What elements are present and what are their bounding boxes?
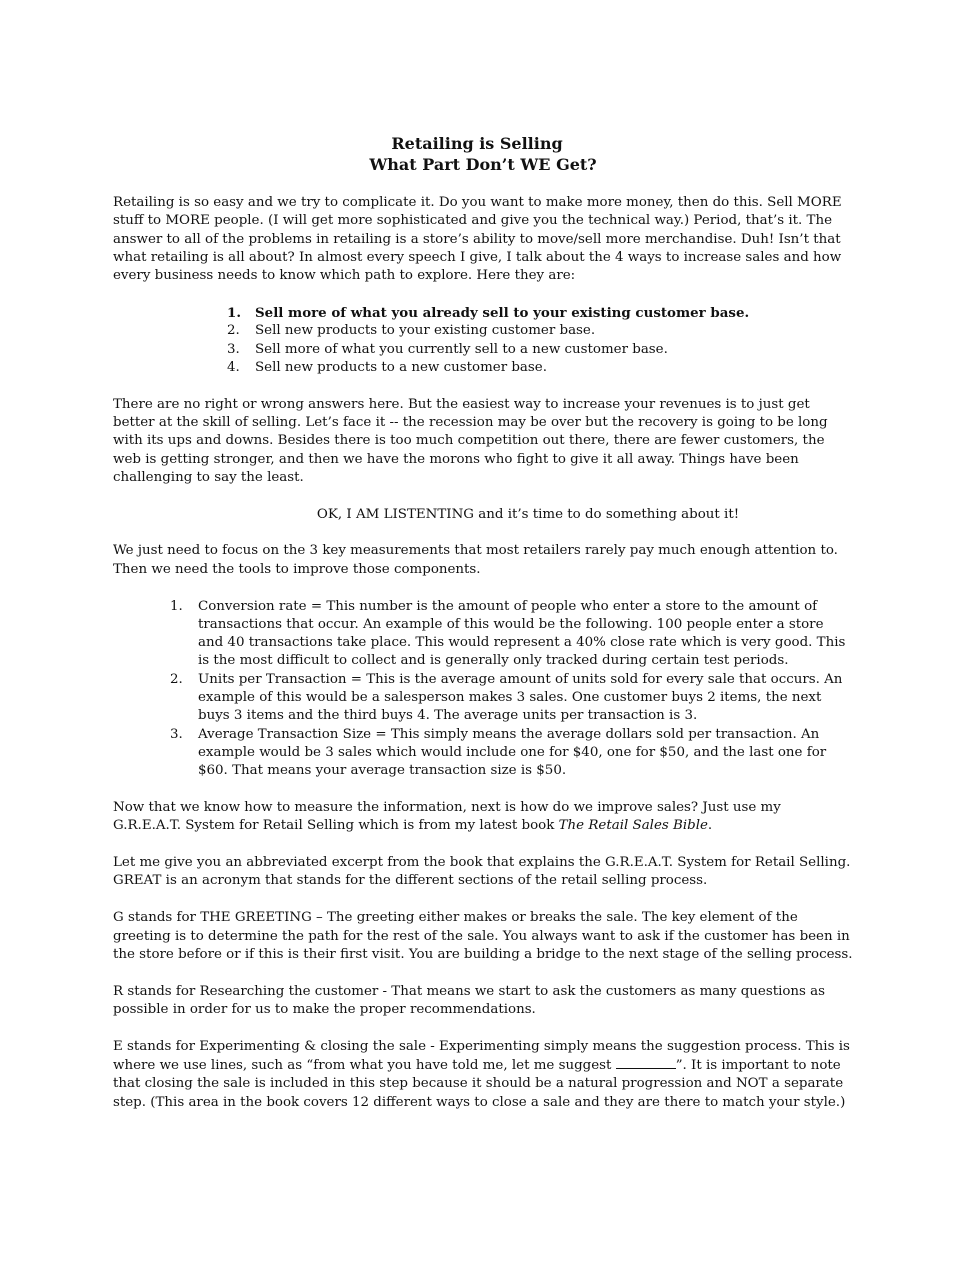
measurements-list	[170, 598, 848, 781]
excerpt-paragraph: Let me give you an abbreviated excerpt from the book that explains the G.R.E.A.T. System for Retail Selling. GREAT is an acronym that stands for the different sections of the retail selling process.	[113, 855, 851, 889]
g-section-paragraph: G stands for THE GREETING – The greeting either makes or breaks the sale. The key element of the greeting is to determine the path for the rest of the sale. You always want to ask if the customer has been in the store before or if this is their first visit. You are building a bridge to the next stage of the selling process.	[113, 910, 853, 962]
r-section-paragraph: R stands for Researching the customer - That means we start to ask the customers as many questions as possible in order for us to make the proper recommendations.	[113, 983, 826, 1017]
list-item: 1. Conversion rate = This number is the amount of people who enter a store to the amount of transactions that occur. An example of this would be the following. 100 people enter a store and 40 transactions take place. This would represent a 40% close rate which is very good. This is the most difficult to collect and is generally only tracked during certain test periods.	[170, 598, 846, 669]
list-item: 4. Sell new products to a new customer base.	[227, 359, 547, 375]
great-intro-paragraph: Now that we know how to measure the information, next is how do we improve sales? Just use my G.R.E.A.T. System for Retail Selling which is from my latest book The Retail Sales Bible.	[113, 800, 781, 834]
intro-paragraph: Retailing is so easy and we try to complicate it. Do you want to make more money, then do this. Sell MORE stuff to MORE people. (I will get more sophisticated and give you the technical way.) Period, that’s it. The answer to all of the problems in retailing is a store’s ability to move/sell more merchandise. Duh! Isn’t that what retailing is all about? In almost every speech I give, I talk about the 4 ways to increase sales and how every business needs to know which path to explore. Here they are:	[113, 195, 842, 284]
listening-line: OK, I AM LISTENTING and it’s time to do something about it!	[316, 506, 740, 522]
list-item: 2. Sell new products to your existing customer base.	[227, 323, 596, 339]
list-item: 1. Sell more of what you already sell to your existing customer base.	[227, 304, 750, 321]
list-item: 2. Units per Transaction = This is the average amount of units sold for every sale that occurs. An example of this would be a salesperson makes 3 sales. One customer buys 2 items, the next buys 3 items and the third buys 4. The average units per transaction is 3.	[170, 671, 843, 724]
focus-paragraph: We just need to focus on the 3 key measurements that most retailers rarely pay much enough attention to. Then we need the tools to improve those components.	[113, 543, 838, 577]
title-line-1: Retailing is Selling	[391, 134, 563, 153]
no-right-answers-paragraph: There are no right or wrong answers here. But the easiest way to increase your revenues is to just get better at the skill of selling. Let’s face it -- the recession may be over but the recovery is going to be long with its ups and downs. Besides there is too much competition out there, there are fewer customers, the web is getting stronger, and then we have the morons who fight to give it all away. Things have been challenging to say the least.	[113, 396, 828, 485]
book-title: The Retail Sales Bible	[558, 818, 708, 834]
fill-in-blank	[616, 1056, 676, 1069]
document-title	[113, 133, 853, 175]
list-item: 3. Average Transaction Size = This simply means the average dollars sold per transaction. An example would be 3 sales which would include one for $40, one for $50, and the last one for $60. That means your average transaction size is $50.	[170, 726, 827, 779]
four-ways-list	[227, 304, 853, 377]
title-line-2: What Part Don’t WE Get?	[369, 155, 597, 174]
list-item: 3. Sell more of what you currently sell to a new customer base.	[227, 341, 668, 357]
document-page	[113, 133, 853, 1130]
e-section-paragraph: E stands for Experimenting & closing the sale - Experimenting simply means the suggestion process. This is where we use lines, such as “from what you have told me, let me suggest ”. It is important to note that closing the sale is included in this step because it should be a natural progression and NOT a separate step. (This area in the book covers 12 different ways to close a sale and they are there to match your style.)	[113, 1038, 850, 1110]
